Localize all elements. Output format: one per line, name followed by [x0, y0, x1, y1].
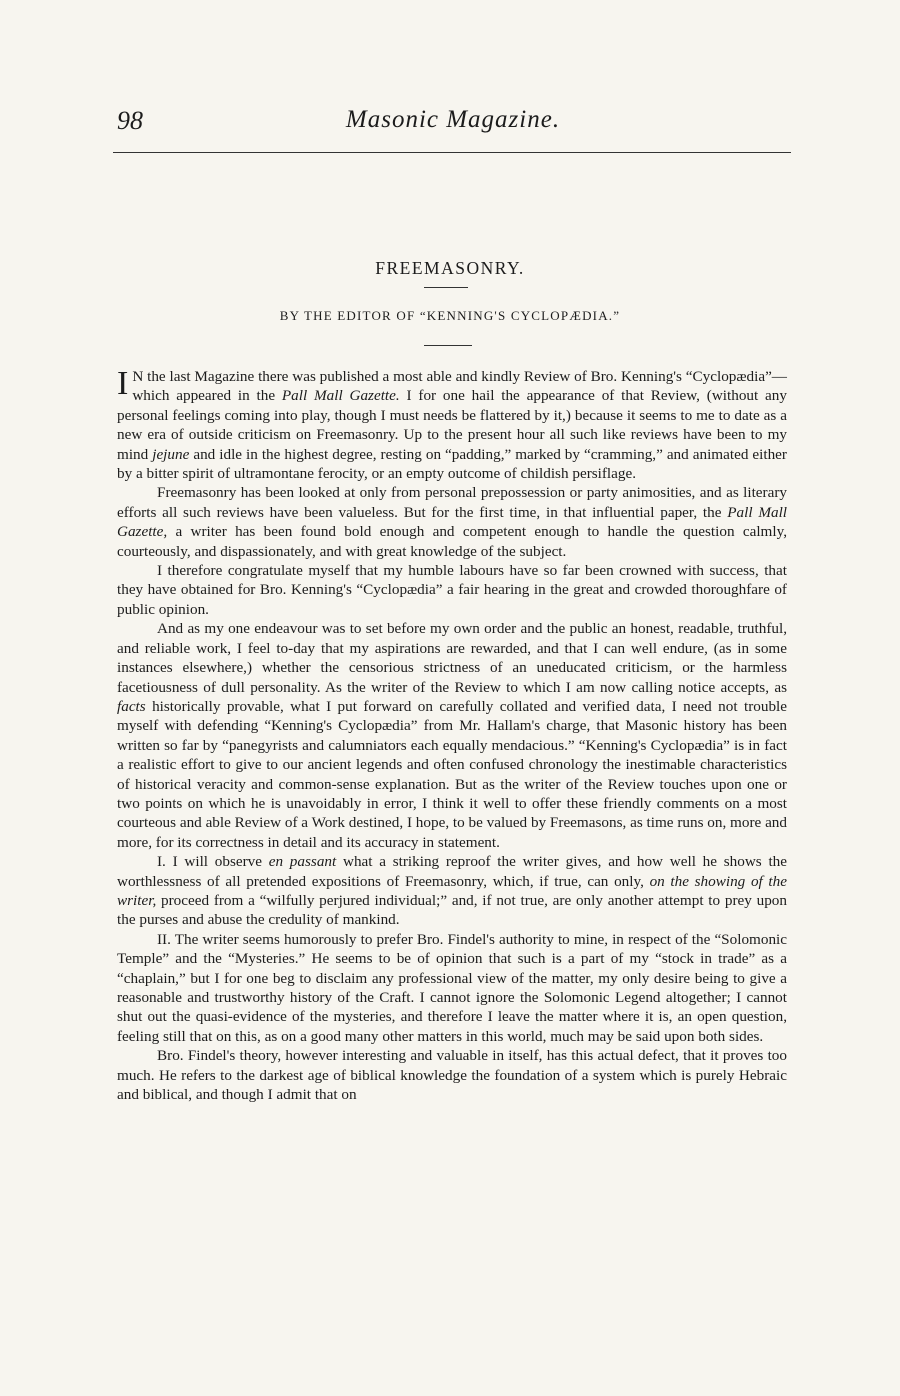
magazine-title: Masonic Magazine. [345, 106, 561, 133]
italic-text: facts [117, 697, 146, 715]
text-run: Freemasonry has been looked at only from personal prepossession or party animosities, and as literary efforts all such reviews have been valueless. But for the first time, in that influential paper, the [117, 484, 787, 521]
paragraph [117, 852, 787, 930]
text-run: and idle in the highest degree, resting on “padding,” marked by “cramming,” and animated either by a bitter spirit of ultramontane ferocity, or an empty outcome of childish persiflage. [117, 445, 787, 483]
page-number: 98 [117, 106, 143, 135]
article-title: FREEMASONRY. [375, 258, 525, 278]
text-run: proceed from a “wilfully perjured individual;” and, if not true, are only another attempt to prey upon the purses and abuse the credulity of mankind. [117, 891, 787, 929]
paragraph [117, 367, 787, 483]
text-run: And as my one endeavour was to set before my own order and the public an honest, readable, truthful, and reliable work, I feel to-day that my aspirations are rewarded, and that I can well endure, (as in some instances elsewhere,) whether the censorious strictness of an uneducated criticism, or the harmless facetiousness of dull personality. As the writer of the Review to which I am now calling notice accepts, as [117, 620, 787, 696]
running-head [117, 106, 789, 142]
header-rule [113, 152, 791, 153]
byline-rule [424, 345, 472, 346]
text-run: I. I will observe [157, 853, 269, 871]
text-run: historically provable, what I put forward on carefully collated and verified data, I need not trouble myself with defending “Kenning's Cyclopædia” from Mr. Hallam's charge, that Masonic history has been written so far by “panegyrists and calumniators each equally mendacious.” “Kenning's Cyclopædia” is in fact a realistic effort to give to our ancient legends and often confused chronology the inestimable characteristics of historical veracity and common-sense explanation. But as the writer of the Review touches upon one or two points on which he is unavoidably in error, I think it well to offer these friendly comments on a most courteous and able Review of a Work destined, I hope, to be valued by Freemasons, as time runs on, more and more, for its correctness in detail and its accuracy in statement. [117, 697, 787, 851]
text-run: N the last Magazine there was published a most able and kindly Review of Bro. Kenning's “Cyclopædia”—which appeared in the [132, 368, 787, 405]
italic-text: on the showing of the writer, [117, 872, 787, 909]
text-run: what a striking reproof the writer gives, and how well he shows the worthlessness of all pretended expositions of Freemasonry, which, if true, can only, [117, 853, 787, 890]
paragraph: I therefore congratulate myself that my humble labours have so far been crowned with success, that they have obtained for Bro. Kenning's “Cyclopædia” a fair hearing in the great and crowded thoroughfare of public opinion. [117, 562, 787, 618]
text-run: I for one hail the appearance of that Review, (without any personal feelings coming into play, though I must needs be flattered by it,) because it seems to me to date as a new era of outside criticism on Freemasonry. Up to the present hour all such like reviews have been to my mind [117, 387, 787, 463]
paragraph: Bro. Findel's theory, however interesting and valuable in itself, has this actual defect, that it proves too much. He refers to the darkest age of biblical knowledge the foundation of a system which is purely Hebraic and biblical, and though I admit that on [117, 1047, 787, 1104]
italic-text: Pall Mall Gazette, [117, 503, 788, 541]
italic-text: jejune [152, 445, 190, 463]
italic-text: Pall Mall Gazette. [281, 387, 400, 405]
article-body [117, 367, 787, 1104]
drop-cap: I [117, 365, 129, 402]
article-byline: BY THE EDITOR OF “KENNING'S CYCLOPÆDIA.” [279, 308, 621, 323]
paragraph: II. The writer seems humorously to prefer Bro. Findel's authority to mine, in respect of the “Solomonic Temple” and the “Mysteries.” He seems to be of opinion that such is a part of my “stock in trade” as a “chaplain,” but I for one beg to disclaim any professional view of the matter, my only desire being to give a reasonable and trustworthy history of the Craft. I cannot ignore the Solomonic Legend altogether; I cannot shut out the quasi-evidence of the mysteries, and therefore I leave the matter where it is, an open question, feeling still that on this, as on a good many other matters in this world, much may be said upon both sides. [117, 930, 787, 1045]
italic-text: en passant [268, 853, 337, 871]
paragraph [117, 483, 787, 561]
paragraph [117, 619, 787, 852]
text-run: a writer has been found bold enough and competent enough to handle the question calmly, courteously, and dispassionately, and with great knowledge of the subject. [117, 523, 787, 560]
title-rule [424, 287, 468, 288]
